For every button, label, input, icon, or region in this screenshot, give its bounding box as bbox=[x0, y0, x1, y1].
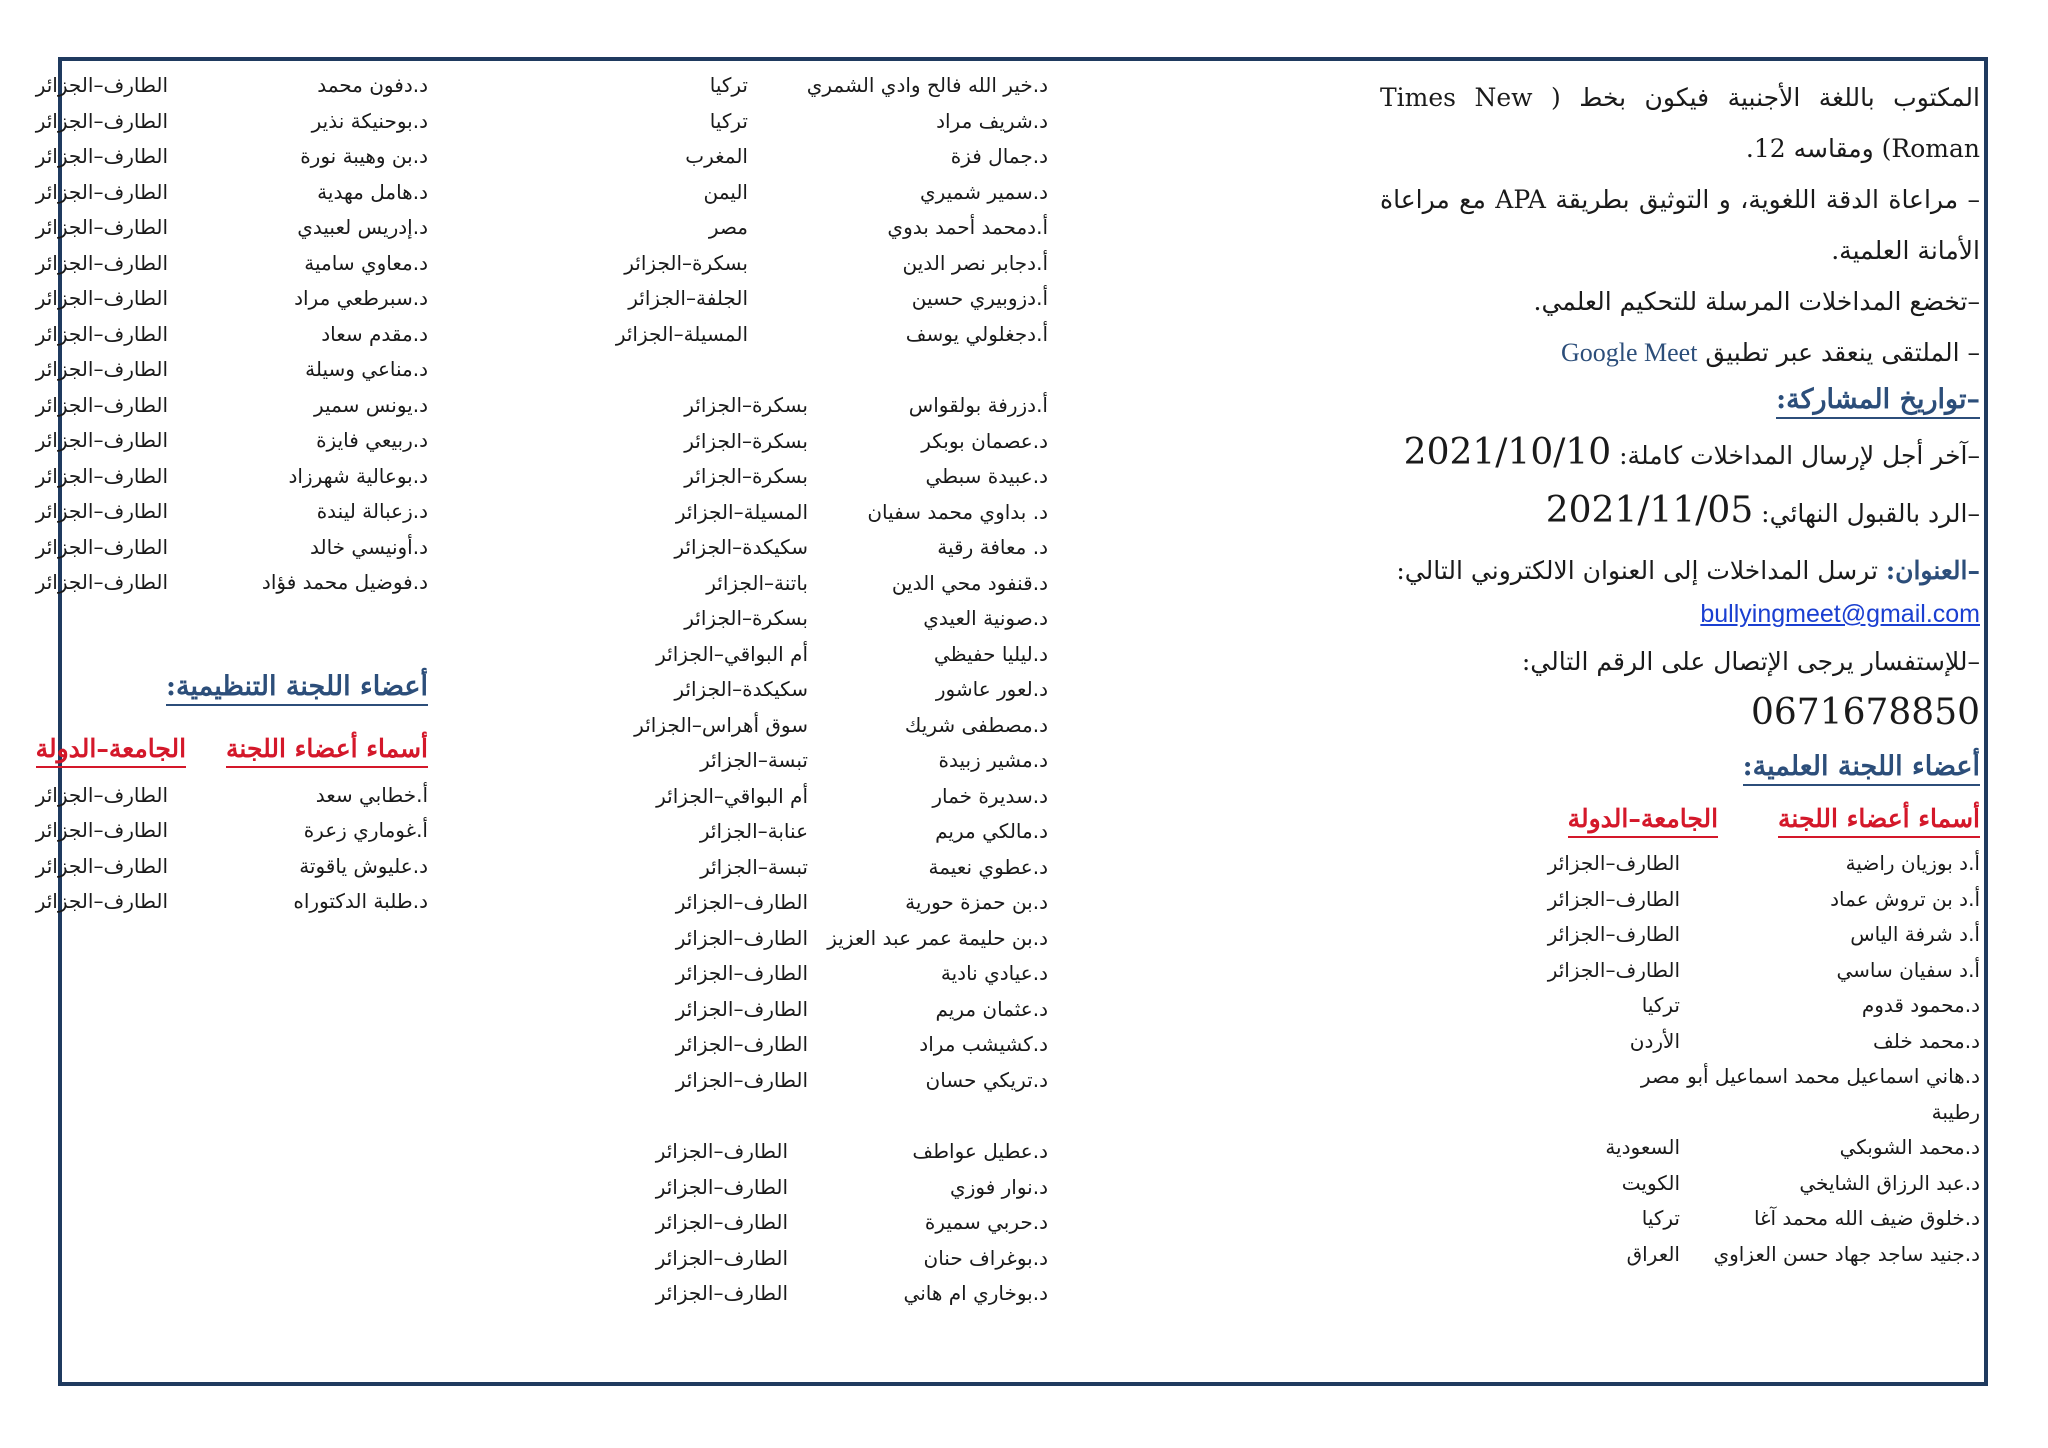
email-link[interactable]: bullyingmeet@gmail.com bbox=[1700, 600, 1980, 628]
member-affiliation: الطارف–الجزائر bbox=[655, 1245, 788, 1270]
list-item bbox=[634, 708, 1048, 744]
member-name: د.بوخاري ام هاني bbox=[903, 1281, 1048, 1305]
member-affiliation: الطارف–الجزائر bbox=[35, 357, 168, 381]
member-name: د.هاني اسماعيل محمد اسماعيل أبو رطيبة bbox=[1687, 1064, 1980, 1124]
google-meet-label: Google Meet bbox=[1560, 338, 1698, 367]
member-affiliation: الطارف–الجزائر bbox=[35, 392, 168, 417]
member-affiliation: سكيكدة–الجزائر bbox=[674, 677, 808, 701]
member-name: د.عصمان بوبكر bbox=[921, 428, 1048, 453]
member-name: أ.خطابي سعد bbox=[315, 782, 428, 807]
member-affiliation: الطارف–الجزائر bbox=[675, 925, 808, 950]
list-item bbox=[0, 104, 428, 140]
member-affiliation: الطارف–الجزائر bbox=[1547, 886, 1680, 911]
member-affiliation: الطارف–الجزائر bbox=[35, 570, 168, 594]
member-name: د.زعبالة ليندة bbox=[316, 499, 428, 523]
review-rule-paragraph: –تخضع المداخلات المرسلة للتحكيم العلمي. bbox=[1533, 287, 1980, 316]
member-affiliation: الطارف–الجزائر bbox=[35, 818, 168, 842]
list-item bbox=[655, 1205, 1048, 1241]
member-affiliation: عنابة–الجزائر bbox=[699, 819, 808, 843]
list-item bbox=[1380, 1201, 1980, 1237]
member-affiliation: الطارف–الجزائر bbox=[35, 782, 168, 807]
list-item bbox=[0, 778, 428, 814]
names-column-header: أسماء أعضاء اللجنة bbox=[1778, 804, 1980, 838]
member-affiliation: السعودية bbox=[1605, 1135, 1680, 1159]
member-name: د.مصطفى شريك bbox=[904, 712, 1048, 737]
list-item bbox=[0, 388, 428, 424]
member-affiliation: اليمن bbox=[703, 179, 748, 204]
member-name: أ.د بن تروش عماد bbox=[1830, 886, 1980, 911]
list-item bbox=[0, 459, 428, 495]
member-affiliation: المسيلة–الجزائر bbox=[615, 321, 748, 346]
scientific-table-header bbox=[1380, 804, 1980, 838]
list-item bbox=[0, 317, 428, 353]
member-name: د.بوغراف حنان bbox=[923, 1245, 1048, 1270]
member-affiliation: العراق bbox=[1626, 1241, 1680, 1266]
member-affiliation: بسكرة–الجزائر bbox=[684, 606, 808, 630]
member-affiliation: الجلفة–الجزائر bbox=[628, 286, 748, 310]
list-item bbox=[655, 1241, 1048, 1277]
member-name: د.جمال فزة bbox=[950, 144, 1048, 168]
dates-heading: –تواريخ المشاركة: bbox=[1776, 384, 1980, 419]
member-affiliation: الطارف–الجزائر bbox=[35, 853, 168, 878]
member-affiliation: الطارف–الجزائر bbox=[35, 889, 168, 913]
list-item bbox=[1380, 1059, 1980, 1130]
member-name: د.عيادي نادية bbox=[940, 961, 1048, 985]
list-item bbox=[675, 1063, 1048, 1099]
member-name: د.عطوي نعيمة bbox=[928, 854, 1048, 879]
member-name: د.ليليا حفيظي bbox=[933, 641, 1048, 666]
member-name: د.مقدم سعاد bbox=[321, 321, 428, 346]
member-name: د.أونيسي خالد bbox=[310, 534, 428, 559]
member-name: أ.دجابر نصر الدين bbox=[902, 250, 1048, 275]
member-affiliation: تبسة–الجزائر bbox=[700, 854, 808, 879]
list-item bbox=[684, 388, 1048, 424]
member-affiliation: المسيلة–الجزائر bbox=[675, 499, 808, 524]
list-item bbox=[1380, 846, 1980, 882]
member-name: د.عطيل عواطف bbox=[912, 1139, 1048, 1163]
list-item bbox=[656, 779, 1048, 815]
phone-line bbox=[1380, 687, 1980, 741]
middle-group-2 bbox=[634, 388, 1048, 1098]
member-name: د.قنفود محي الدين bbox=[891, 570, 1048, 595]
list-item bbox=[675, 1027, 1048, 1063]
list-item bbox=[1380, 1130, 1980, 1166]
final-acceptance-date: 2021/11/05 bbox=[1545, 490, 1754, 531]
list-item bbox=[708, 68, 1048, 104]
member-name: د.محمد الشوبكي bbox=[1839, 1135, 1980, 1159]
member-name: د.خلوق ضيف الله محمد آغا bbox=[1753, 1206, 1980, 1230]
member-name: أ.د بوزيان راضية bbox=[1845, 851, 1980, 875]
member-affiliation: أم البواقي–الجزائر bbox=[656, 641, 808, 666]
org-country-column-header: الجامعة–الدولة bbox=[36, 734, 186, 768]
member-affiliation: الطارف–الجزائر bbox=[35, 286, 168, 310]
member-affiliation: بسكرة–الجزائر bbox=[624, 250, 748, 275]
list-item bbox=[675, 885, 1048, 921]
member-name: أ.د شرفة الياس bbox=[1850, 922, 1980, 946]
member-name: د.لعور عاشور bbox=[935, 677, 1048, 701]
font-rule-paragraph: المكتوب باللغة الأجنبية فيكون بخط ( Times New Roman) ومقاسه 12. bbox=[1380, 83, 1980, 163]
deadline-label: –آخر أجل لإرسال المداخلات كاملة: bbox=[1611, 441, 1980, 470]
member-affiliation: الطارف–الجزائر bbox=[35, 179, 168, 204]
member-affiliation: الطارف–الجزائر bbox=[35, 499, 168, 523]
member-affiliation: الطارف–الجزائر bbox=[35, 428, 168, 452]
member-name: أ.دزرفة بولقواس bbox=[908, 393, 1048, 417]
member-affiliation: الطارف–الجزائر bbox=[35, 463, 168, 488]
list-item bbox=[685, 139, 1048, 175]
list-item bbox=[0, 246, 428, 282]
member-name: د.ربيعي فايزة bbox=[316, 428, 428, 452]
member-name: أ.دزوبيري حسين bbox=[911, 286, 1048, 310]
list-item bbox=[656, 637, 1048, 673]
list-item bbox=[1380, 882, 1980, 918]
final-acceptance-line bbox=[1380, 485, 1980, 539]
member-name: د.نوار فوزي bbox=[950, 1174, 1048, 1199]
member-name: د.بن حليمة عمر عبد العزيز bbox=[827, 925, 1048, 950]
member-affiliation: الكويت bbox=[1621, 1170, 1680, 1195]
list-item bbox=[1380, 917, 1980, 953]
list-item bbox=[674, 530, 1048, 566]
member-affiliation: الطارف–الجزائر bbox=[675, 961, 808, 985]
member-affiliation: تركيا bbox=[709, 108, 748, 133]
inquiry-line: –للإستفسار يرجى الإتصال على الرقم التالي: bbox=[1521, 647, 1980, 676]
member-name: د.عبيدة سبطي bbox=[925, 464, 1048, 488]
list-item bbox=[699, 814, 1048, 850]
list-item bbox=[708, 104, 1048, 140]
list-item bbox=[700, 743, 1048, 779]
address-heading: –العنوان: bbox=[1885, 556, 1980, 585]
list-item bbox=[700, 850, 1048, 886]
phone-number: 0671678850 bbox=[1750, 692, 1980, 733]
left-members-list bbox=[0, 68, 428, 601]
member-name: د.يونس سمير bbox=[314, 392, 428, 417]
member-affiliation: تركيا bbox=[709, 73, 748, 97]
member-name: د.فوضيل محمد فؤاد bbox=[261, 570, 428, 594]
address-text: ترسل المداخلات إلى العنوان الالكتروني التالي: bbox=[1396, 556, 1886, 585]
member-affiliation: سوق أهراس–الجزائر bbox=[634, 712, 808, 737]
list-item bbox=[684, 424, 1048, 460]
list-item bbox=[628, 281, 1048, 317]
list-item bbox=[684, 459, 1048, 495]
member-affiliation: مصر bbox=[1640, 1064, 1680, 1088]
list-item bbox=[0, 565, 428, 601]
member-name: د.بوحنيكة نذير bbox=[311, 108, 428, 133]
email-line bbox=[1380, 596, 1980, 632]
member-affiliation: تركيا bbox=[1641, 1206, 1680, 1230]
deadline-date: 2021/10/10 bbox=[1403, 432, 1612, 473]
member-affiliation: تبسة–الجزائر bbox=[700, 748, 808, 772]
member-name: د.شريف مراد bbox=[936, 108, 1048, 133]
deadline-line bbox=[1380, 427, 1980, 481]
list-item bbox=[0, 884, 428, 920]
member-name: د.صونية العيدي bbox=[923, 606, 1048, 630]
list-item bbox=[1380, 1237, 1980, 1273]
list-item bbox=[0, 849, 428, 885]
member-name: أ.دجغلولي يوسف bbox=[905, 321, 1048, 346]
organizing-table-header bbox=[0, 734, 428, 768]
member-affiliation: الأردن bbox=[1629, 1028, 1680, 1053]
list-item bbox=[708, 566, 1048, 602]
scientific-committee-heading: أعضاء اللجنة العلمية: bbox=[1743, 751, 1980, 786]
member-affiliation: الطارف–الجزائر bbox=[35, 144, 168, 168]
member-name: د.بوعالية شهرزاد bbox=[288, 463, 428, 488]
member-affiliation: الطارف–الجزائر bbox=[35, 250, 168, 275]
member-name: د.عثمان مريم bbox=[935, 996, 1048, 1021]
member-affiliation: الطارف–الجزائر bbox=[35, 534, 168, 559]
list-item bbox=[0, 494, 428, 530]
middle-column bbox=[615, 68, 1048, 1312]
member-affiliation: بسكرة–الجزائر bbox=[684, 393, 808, 417]
member-name: د.هامل مهدية bbox=[317, 179, 428, 204]
member-affiliation: الطارف–الجزائر bbox=[655, 1210, 788, 1234]
member-affiliation: الطارف–الجزائر bbox=[35, 73, 168, 97]
list-item bbox=[675, 495, 1048, 531]
member-affiliation: الطارف–الجزائر bbox=[655, 1281, 788, 1305]
member-affiliation: سكيكدة–الجزائر bbox=[674, 535, 808, 559]
list-item bbox=[0, 530, 428, 566]
list-item bbox=[708, 210, 1048, 246]
list-item bbox=[1380, 953, 1980, 989]
member-name: د.مناعي وسيلة bbox=[305, 357, 428, 381]
member-name: د.خير الله فالح وادي الشمري bbox=[806, 73, 1048, 97]
member-name: د.محمود قدوم bbox=[1861, 993, 1980, 1017]
member-name: د.سبرطعي مراد bbox=[294, 286, 428, 310]
member-name: د.تريكي حسان bbox=[925, 1067, 1048, 1092]
member-affiliation: الطارف–الجزائر bbox=[675, 996, 808, 1021]
list-item bbox=[1380, 988, 1980, 1024]
list-item bbox=[675, 921, 1048, 957]
middle-group-3 bbox=[655, 1134, 1048, 1312]
list-item bbox=[1380, 1024, 1980, 1060]
member-name: د.إدريس لعبيدي bbox=[297, 215, 428, 239]
organizing-committee-heading: أعضاء اللجنة التنظيمية: bbox=[166, 671, 428, 706]
member-affiliation: الطارف–الجزائر bbox=[35, 321, 168, 346]
member-name: أ.د سفيان ساسي bbox=[1836, 957, 1980, 982]
member-name: د.مالكي مريم bbox=[935, 819, 1048, 843]
member-name: د.حربي سميرة bbox=[924, 1210, 1048, 1234]
list-item bbox=[675, 956, 1048, 992]
member-name: د.كشيشب مراد bbox=[919, 1032, 1048, 1056]
final-acceptance-label: –الرد بالقبول النهائي: bbox=[1753, 499, 1980, 528]
meeting-platform-text: – الملتقى ينعقد عبر تطبيق bbox=[1697, 338, 1980, 367]
list-item bbox=[684, 601, 1048, 637]
member-affiliation: الطارف–الجزائر bbox=[1547, 957, 1680, 982]
member-name: د.معاوي سامية bbox=[304, 250, 428, 275]
member-name: د.عبد الرزاق الشايخي bbox=[1799, 1170, 1980, 1195]
member-name: د.محمد خلف bbox=[1873, 1028, 1980, 1053]
list-item bbox=[0, 175, 428, 211]
list-item bbox=[655, 1276, 1048, 1312]
list-item bbox=[0, 281, 428, 317]
list-item bbox=[703, 175, 1048, 211]
member-name: د.جنيد ساجد جهاد حسن العزاوي bbox=[1713, 1241, 1980, 1266]
member-affiliation: أم البواقي–الجزائر bbox=[656, 783, 808, 808]
member-affiliation: الطارف–الجزائر bbox=[1547, 922, 1680, 946]
member-affiliation: الطارف–الجزائر bbox=[35, 215, 168, 239]
left-column bbox=[0, 68, 428, 920]
list-item bbox=[0, 68, 428, 104]
member-name: د.دفون محمد bbox=[317, 73, 428, 97]
member-name: أ.غوماري زعرة bbox=[303, 818, 428, 842]
middle-group-1 bbox=[615, 68, 1048, 352]
list-item bbox=[0, 352, 428, 388]
member-affiliation: باتنة–الجزائر bbox=[706, 570, 808, 595]
member-affiliation: الطارف–الجزائر bbox=[675, 890, 808, 914]
member-affiliation: الطارف–الجزائر bbox=[35, 108, 168, 133]
list-item bbox=[675, 992, 1048, 1028]
org-names-column-header: أسماء أعضاء اللجنة bbox=[226, 734, 428, 768]
address-line bbox=[1380, 545, 1980, 596]
member-affiliation: بسكرة–الجزائر bbox=[684, 428, 808, 453]
apa-rule-paragraph: – مراعاة الدقة اللغوية، و التوثيق بطريقة APA مع مراعاة الأمانة العلمية. bbox=[1380, 185, 1981, 265]
member-name: د.طلبة الدكتوراه bbox=[293, 889, 428, 913]
member-affiliation: بسكرة–الجزائر bbox=[684, 464, 808, 488]
member-name: د.عليوش ياقوتة bbox=[299, 853, 428, 878]
list-item bbox=[615, 317, 1048, 353]
member-name: أ.دمحمد أحمد بدوي bbox=[887, 215, 1048, 239]
right-column bbox=[1380, 72, 1980, 1272]
list-item bbox=[0, 139, 428, 175]
list-item bbox=[674, 672, 1048, 708]
member-affiliation: الطارف–الجزائر bbox=[675, 1067, 808, 1092]
list-item bbox=[0, 210, 428, 246]
list-item bbox=[0, 813, 428, 849]
list-item bbox=[624, 246, 1048, 282]
organizing-members-list bbox=[0, 778, 428, 920]
member-name: د.بن وهيبة نورة bbox=[300, 144, 428, 168]
member-affiliation: الطارف–الجزائر bbox=[655, 1139, 788, 1163]
member-affiliation: الطارف–الجزائر bbox=[1547, 851, 1680, 875]
list-item bbox=[655, 1134, 1048, 1170]
member-name: د.مشير زبيدة bbox=[938, 748, 1048, 772]
member-name: د.بن حمزة حورية bbox=[905, 890, 1048, 914]
member-affiliation: المغرب bbox=[685, 144, 748, 168]
country-column-header: الجامعة–الدولة bbox=[1568, 804, 1718, 838]
scientific-members-list bbox=[1380, 846, 1980, 1272]
member-name: د.سمير شميري bbox=[919, 179, 1048, 204]
member-affiliation: مصر bbox=[708, 215, 748, 239]
list-item bbox=[0, 423, 428, 459]
member-name: د.سديرة خمار bbox=[932, 783, 1048, 808]
member-affiliation: تركيا bbox=[1641, 993, 1680, 1017]
list-item bbox=[1380, 1166, 1980, 1202]
member-name: د. بداوي محمد سفيان bbox=[867, 499, 1048, 524]
meeting-platform-paragraph bbox=[1380, 327, 1980, 378]
member-affiliation: الطارف–الجزائر bbox=[675, 1032, 808, 1056]
member-affiliation: الطارف–الجزائر bbox=[655, 1174, 788, 1199]
list-item bbox=[655, 1170, 1048, 1206]
member-name: د. معافة رقية bbox=[937, 535, 1048, 559]
